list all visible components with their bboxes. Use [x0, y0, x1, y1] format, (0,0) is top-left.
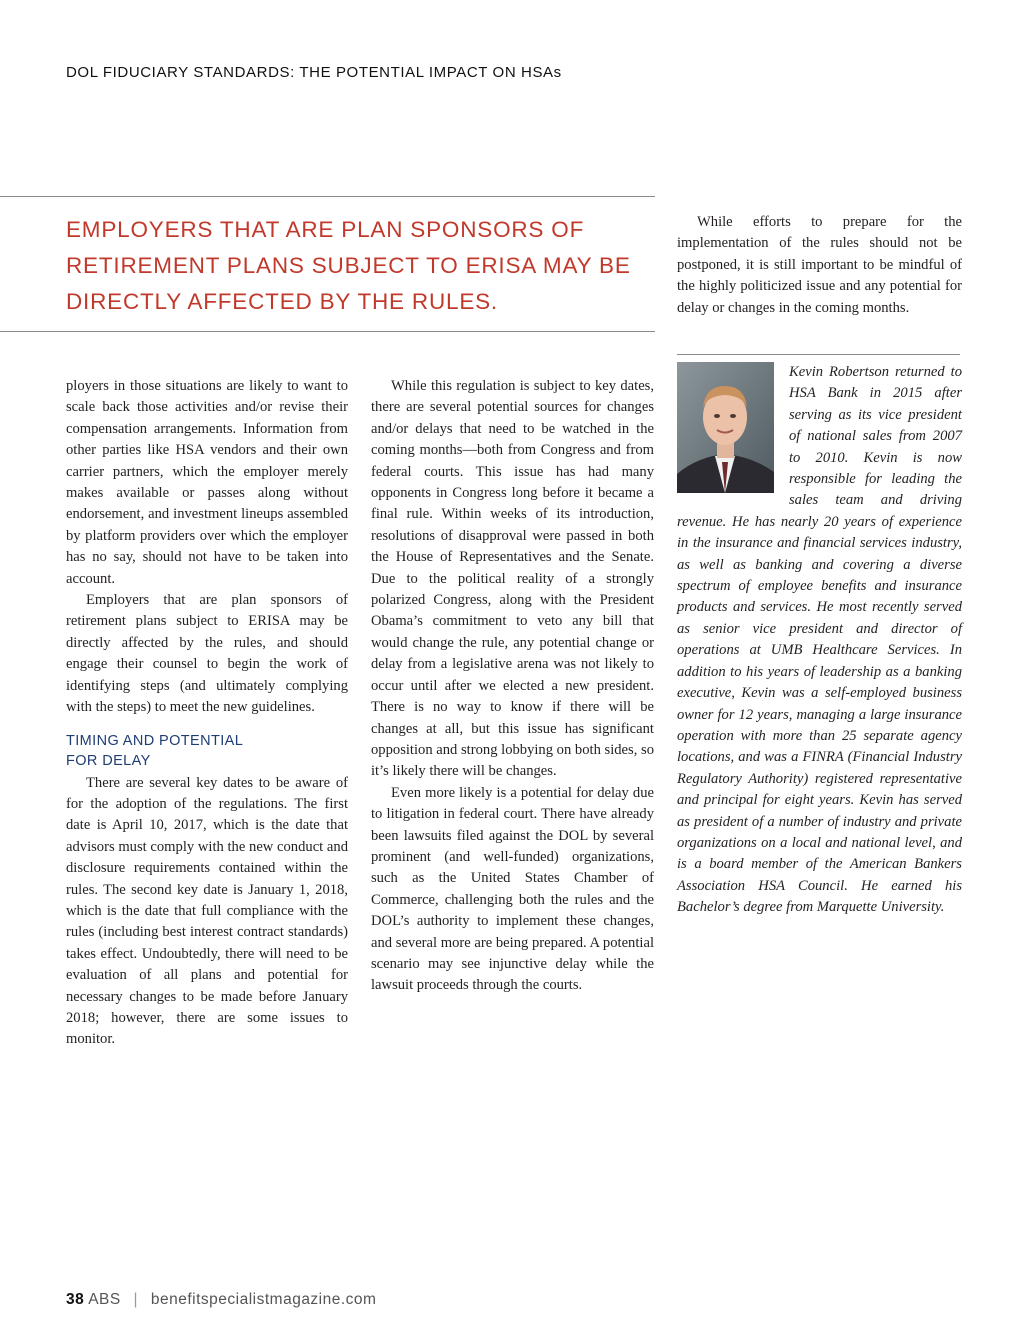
subhead-line-2: FOR DELAY	[66, 752, 151, 769]
pullquote-top-rule	[0, 196, 655, 197]
intro-paragraph: While efforts to prepare for the implementation of the rules should not be postponed, it is still important to be mindful of the highly politicized issue and any potential for delay or changes in the coming months.	[677, 214, 962, 316]
website-link[interactable]: benefitspecialistmagazine.com	[150, 1291, 377, 1308]
right-intro-column	[677, 212, 962, 319]
middle-paragraph-2: Even more likely is a potential for delay due to litigation in federal court. There have already been lawsuits filed against the DOL by several prominent (and well-funded) organizations, such as the United States Chamber of Commerce, challenging both the rules and the DOL’s authority to implement these changes, and several more are being prepared. A potential scenario may see injunctive delay while the lawsuit proceeds through the courts.	[371, 784, 654, 994]
pull-quote: EMPLOYERS THAT ARE PLAN SPONSORS OF RETIREMENT PLANS SUBJECT TO ERISA MAY BE DIRECTLY AFFECTED BY THE RULES.	[66, 217, 631, 314]
middle-column	[371, 376, 654, 997]
section-subhead	[66, 731, 348, 771]
page-footer	[66, 1291, 376, 1309]
bio-top-rule	[677, 354, 960, 355]
footer-separator: |	[133, 1291, 139, 1308]
pullquote-bottom-rule	[0, 331, 655, 332]
publication-abbrev: ABS	[88, 1291, 121, 1308]
page-number: 38	[66, 1291, 85, 1308]
left-column	[66, 376, 348, 1051]
running-head: DOL FIDUCIARY STANDARDS: THE POTENTIAL IMPACT ON HSAs	[66, 64, 562, 81]
middle-paragraph-1: While this regulation is subject to key dates, there are several potential sources for changes and/or delays that need to be watched in the coming months—both from Congress and from federal courts. This issue has had many opponents in Congress long before it became a final rule. Within weeks of its introduction, resolutions of disapproval were passed in both the House of Representatives and the Senate. Due to the political reality of a strongly polarized Congress, along with the President Obama’s commitment to veto any bill that would change the rule, any potential change or delay from a legislative arena was not likely to occur until after we elected a new president. There is no way to know if there will be changes at all, but this issue has significant opposition and strong lobbying on both sides, so it’s likely there will be changes.	[371, 378, 654, 780]
author-bio-text: Kevin Robertson returned to HSA Bank in 2015 after serving as its vice president of national sales from 2007 to 2010. Kevin is now responsible for leading the sales team and driving revenue. He has nearly 20 years of experience in the insurance and financial services industry, as well as banking and covering a diverse spectrum of employee benefits and insurance products and services. He most recently served as senior vice president and director of operations at UMB Healthcare Services. In addition to his years of leadership as a banking executive, Kevin was a self-employed business owner for 12 years, managing a large insurance operation with more than 25 separate agency locations, and was a FINRA (Financial Industry Regulatory Authority) registered representative and principal for eight years. Kevin has served as president of a number of industry and private organizations on a local and national level, and is a board member of the American Bankers Association HSA Council. He earned his Bachelor’s degree from Marquette University.	[677, 364, 962, 916]
left-paragraph-2: Employers that are plan sponsors of retirement plans subject to ERISA may be directly affected by the rules, and should engage their counsel to begin the work of identifying steps (and ultimately complying with the steps) to meet the new guidelines.	[66, 592, 348, 716]
author-bio	[677, 362, 962, 919]
subhead-line-1: TIMING AND POTENTIAL	[66, 732, 244, 749]
left-paragraph-3: There are several key dates to be aware of for the adoption of the regulations. The first date is April 10, 2017, which is the date that advisors must comply with the new conduct and disclosure requirements contained within the rules. The second key date is January 1, 2018, which is the date that full compliance with the rules (including best interest contract standards) takes effect. Undoubtedly, there will need to be evaluation of all plans and potential for necessary changes to be made before January 2018; however, there are some issues to monitor.	[66, 774, 348, 1048]
left-paragraph-1: ployers in those situations are likely to want to scale back those activities and/or revise their compensation arrangements. Information from other parties like HSA vendors and their own carrier partners, which the employer merely makes available or passes along without endorsement, and investment lineups assembled by platform providers over which the employer has no say, should not have to be taken into account.	[66, 378, 348, 587]
